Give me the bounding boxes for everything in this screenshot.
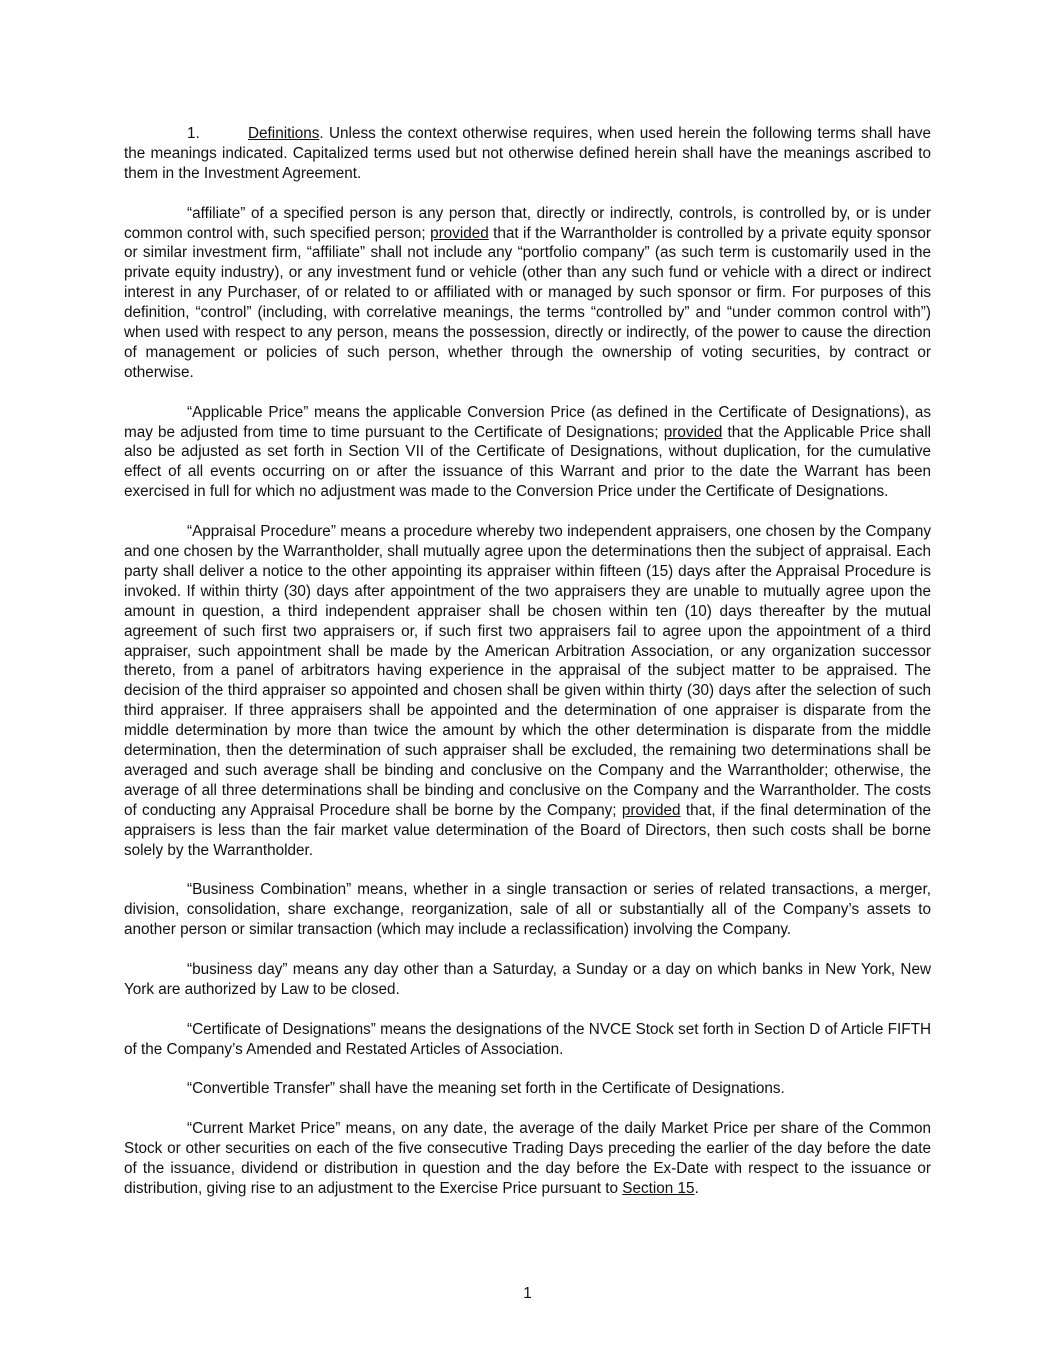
definition-text: “affiliate” of a specified person is any person that, directly or indirectly, controls, is controlled by, or is under common control with, such specified person;	[124, 204, 931, 242]
definition-paragraph	[124, 1020, 931, 1060]
definition-paragraph	[124, 1119, 931, 1199]
definition-paragraph	[124, 204, 931, 383]
definition-text: that the Applicable Price shall also be adjusted as set forth in Section VII of the Certificate of Designations, without duplication, for the cumulative effect of all events occurring on or after the issuance of this Warrant and prior to the date the Warrant has been exercised in full for which no adjustment was made to the Conversion Price under the Certificate of Designations.	[124, 423, 931, 501]
document-body	[124, 0, 931, 1284]
definition-text: “business day” means any day other than a Saturday, a Sunday or a day on which banks in New York, New York are authorized by Law to be closed.	[124, 960, 931, 998]
definition-text: that if the Warrantholder is controlled by a private equity sponsor or similar investment firm, “affiliate” shall not include any “portfolio company” (as such term is customarily used in the private equity industry), or any investment fund or vehicle (other than any such fund or vehicle with a direct or indirect interest in any Purchaser, of or related to or affiliated with or managed by such sponsor or firm. For purposes of this definition, “control” (including, with correlative meanings, the terms “controlled by” and “under common control with”) when used with respect to any person, means the possession, directly or indirectly, of the power to cause the direction of management or policies of such person, whether through the ownership of voting securities, by contract or otherwise.	[124, 224, 931, 381]
section-intro-text: . Unless the context otherwise requires, when used herein the following terms shall have the meanings indicated. Capitalized terms used but not otherwise defined herein shall have the meanings ascribed to them in the Investment Agreement.	[124, 125, 931, 182]
definitions-list	[124, 204, 931, 1199]
section-number: 1.	[187, 125, 200, 142]
definition-text: that, if the final determination of the appraisers is less than the fair market value determination of the Board of Directors, then such costs shall be borne solely by the Warrantholder.	[124, 801, 932, 859]
underlined-term: provided	[621, 801, 681, 819]
section-title: Definitions	[248, 125, 320, 142]
page-number: 1	[523, 1285, 532, 1302]
section-intro-paragraph	[124, 124, 931, 184]
underlined-term: Section 15	[622, 1179, 695, 1197]
definition-text: “Certificate of Designations” means the designations of the NVCE Stock set forth in Section D of Article FIFTH of the Company’s Amended and Restated Articles of Association.	[124, 1020, 931, 1058]
definition-text: “Applicable Price” means the applicable Conversion Price (as defined in the Certificate of Designations), as may be adjusted from time to time pursuant to the Certificate of Designations;	[124, 403, 931, 441]
definition-text: “Current Market Price” means, on any date, the average of the daily Market Price per share of the Common Stock or other securities on each of the five consecutive Trading Days preceding the earlier of the day before the date of the issuance, dividend or distribution in question and the day before the Ex-Date with respect to the issuance or distribution, giving rise to an adjustment to the Exercise Price pursuant to	[124, 1120, 931, 1197]
definition-paragraph	[124, 880, 931, 940]
definition-text: “Convertible Transfer” shall have the meaning set forth in the Certificate of Designations.	[187, 1080, 785, 1098]
underlined-term: provided	[430, 224, 489, 242]
definition-paragraph	[124, 960, 931, 1000]
underlined-term: provided	[663, 423, 723, 441]
definition-text: “Business Combination” means, whether in a single transaction or series of related transactions, a merger, division, consolidation, share exchange, reorganization, sale of all or substantially all of the Company’s assets to another person or similar transaction (which may include a reclassification) involving the Company.	[124, 881, 931, 939]
definition-paragraph	[124, 522, 931, 860]
definition-text: .	[694, 1179, 699, 1197]
definition-paragraph	[124, 1079, 931, 1099]
definition-text: “Appraisal Procedure” means a procedure whereby two independent appraisers, one chosen by the Company and one chosen by the Warrantholder, shall mutually agree upon the determinations then the subject of appraisal. Each party shall deliver a notice to the other appointing its appraiser within fifteen (15) days after the Appraisal Procedure is invoked. If within thirty (30) days after appointment of the two appraisers they are unable to mutually agree upon the amount in question, a third independent appraiser shall be chosen within ten (10) days thereafter by the mutual agreement of such first two appraisers or, if such first two appraisers fail to agree upon the appointment of a third appraiser, such appointment shall be made by the American Arbitration Association, or any organization successor thereto, from a panel of arbitrators having experience in the appraisal of the subject matter to be appraised. The decision of the third appraiser so appointed and chosen shall be given within thirty (30) days after the selection of such third appraiser. If three appraisers shall be appointed and the determination of one appraiser is disparate from the middle determination by more than twice the amount by which the other determination is disparate from the middle determination, then the determination of such appraiser shall be excluded, the remaining two determinations shall be averaged and such average shall be binding and conclusive on the Company and the Warrantholder; otherwise, the average of all three determinations shall be binding and conclusive on the Company and the Warrantholder. The costs of conducting any Appraisal Procedure shall be borne by the Company;	[124, 523, 931, 819]
definition-paragraph	[124, 403, 931, 503]
